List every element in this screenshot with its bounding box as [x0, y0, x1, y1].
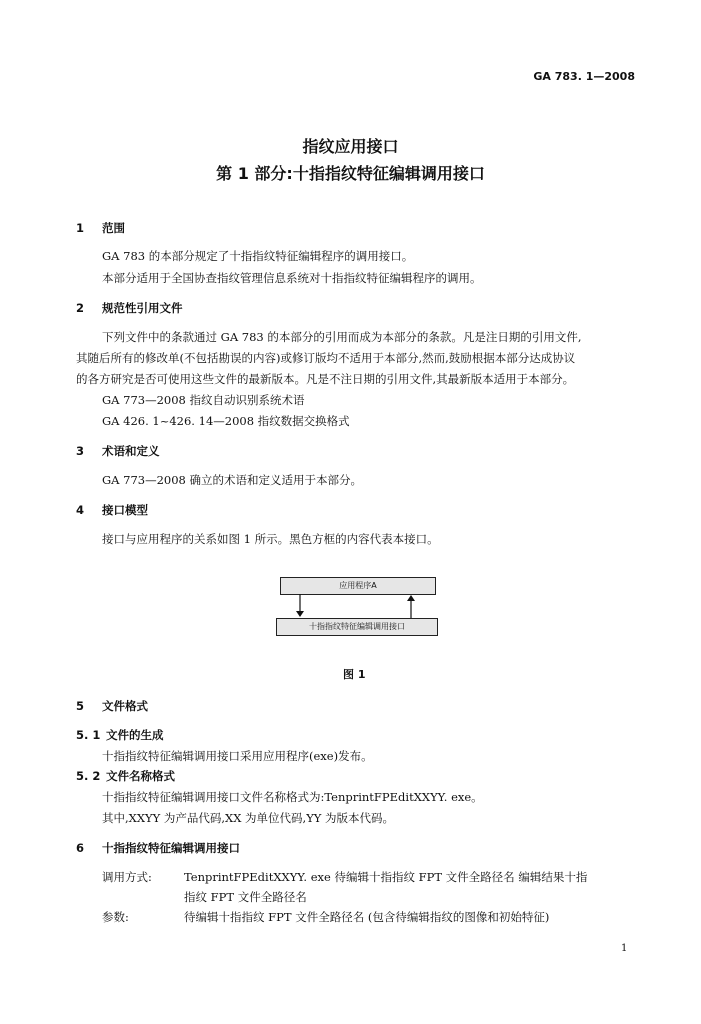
section-title: 文件的生成	[106, 728, 164, 742]
section-title: 术语和定义	[102, 444, 160, 458]
section-3-paragraph: GA 773—2008 确立的术语和定义适用于本部分。	[102, 473, 363, 487]
section-2-paragraph-line-1: 下列文件中的条款通过 GA 783 的本部分的引用而成为本部分的条款。凡是注日期的引用文件,	[102, 330, 582, 344]
parameter-value: 待编辑十指指纹 FPT 文件全路径名 (包含待编辑指纹的图像和初始特征)	[184, 910, 550, 924]
section-5-1-heading	[76, 727, 164, 743]
section-number: 5. 1	[76, 728, 101, 742]
document-title: 指纹应用接口	[302, 137, 399, 156]
section-title: 十指指纹特征编辑调用接口	[102, 841, 240, 855]
interface-box: 十指指纹特征编辑调用接口	[276, 618, 438, 636]
section-1-paragraph-1: GA 783 的本部分规定了十指指纹特征编辑程序的调用接口。	[102, 249, 414, 263]
section-title: 文件格式	[102, 699, 148, 713]
call-method-label: 调用方式:	[102, 870, 152, 884]
section-5-heading	[76, 698, 148, 714]
section-1-paragraph-2: 本部分适用于全国协查指纹管理信息系统对十指指纹特征编辑程序的调用。	[102, 271, 482, 285]
section-5-1-paragraph: 十指指纹特征编辑调用接口采用应用程序(exe)发布。	[102, 749, 373, 763]
section-title: 接口模型	[102, 503, 148, 517]
section-title: 范围	[102, 221, 125, 235]
document-subtitle: 第 1 部分:十指指纹特征编辑调用接口	[216, 164, 485, 183]
call-method-line-1: TenprintFPEditXXYY. exe 待编辑十指指纹 FPT 文件全路径名 编辑结果十指	[184, 870, 588, 884]
section-5-2-heading	[76, 768, 175, 784]
figure-caption: 图 1	[343, 668, 366, 681]
standard-number: GA 783. 1—2008	[533, 70, 635, 83]
section-2-heading	[76, 300, 183, 316]
section-1-heading	[76, 220, 125, 236]
section-6-heading	[76, 840, 240, 856]
section-number: 5	[76, 699, 85, 713]
section-5-2-paragraph-2: 其中,XXYY 为产品代码,XX 为单位代码,YY 为版本代码。	[102, 811, 395, 825]
section-3-heading	[76, 443, 160, 459]
parameter-label: 参数:	[102, 910, 129, 924]
reference-1: GA 773—2008 指纹自动识别系统术语	[102, 393, 305, 407]
application-program-box: 应用程序A	[280, 577, 436, 595]
section-title: 文件名称格式	[106, 769, 175, 783]
section-5-2-paragraph-1: 十指指纹特征编辑调用接口文件名称格式为:TenprintFPEditXXYY. exe。	[102, 790, 483, 804]
section-4-paragraph: 接口与应用程序的关系如图 1 所示。黑色方框的内容代表本接口。	[102, 532, 439, 546]
figure-arrows	[280, 594, 436, 618]
section-title: 规范性引用文件	[102, 301, 183, 315]
section-number: 6	[76, 841, 85, 855]
section-number: 2	[76, 301, 85, 315]
section-number: 5. 2	[76, 769, 101, 783]
section-2-paragraph-line-3: 的各方研究是否可使用这些文件的最新版本。凡是不注日期的引用文件,其最新版本适用于本部分。	[76, 372, 575, 386]
section-4-heading	[76, 502, 148, 518]
section-number: 1	[76, 221, 85, 235]
section-2-paragraph-line-2: 其随后所有的修改单(不包括勘误的内容)或修订版均不适用于本部分,然而,鼓励根据本部分达成协议	[76, 351, 576, 365]
up-arrow-head-icon	[407, 595, 415, 601]
down-arrow-head-icon	[296, 611, 304, 617]
reference-2: GA 426. 1~426. 14—2008 指纹数据交换格式	[102, 414, 350, 428]
call-method-line-2: 指纹 FPT 文件全路径名	[184, 890, 307, 904]
page-number: 1	[621, 943, 628, 954]
section-number: 4	[76, 503, 85, 517]
section-number: 3	[76, 444, 85, 458]
